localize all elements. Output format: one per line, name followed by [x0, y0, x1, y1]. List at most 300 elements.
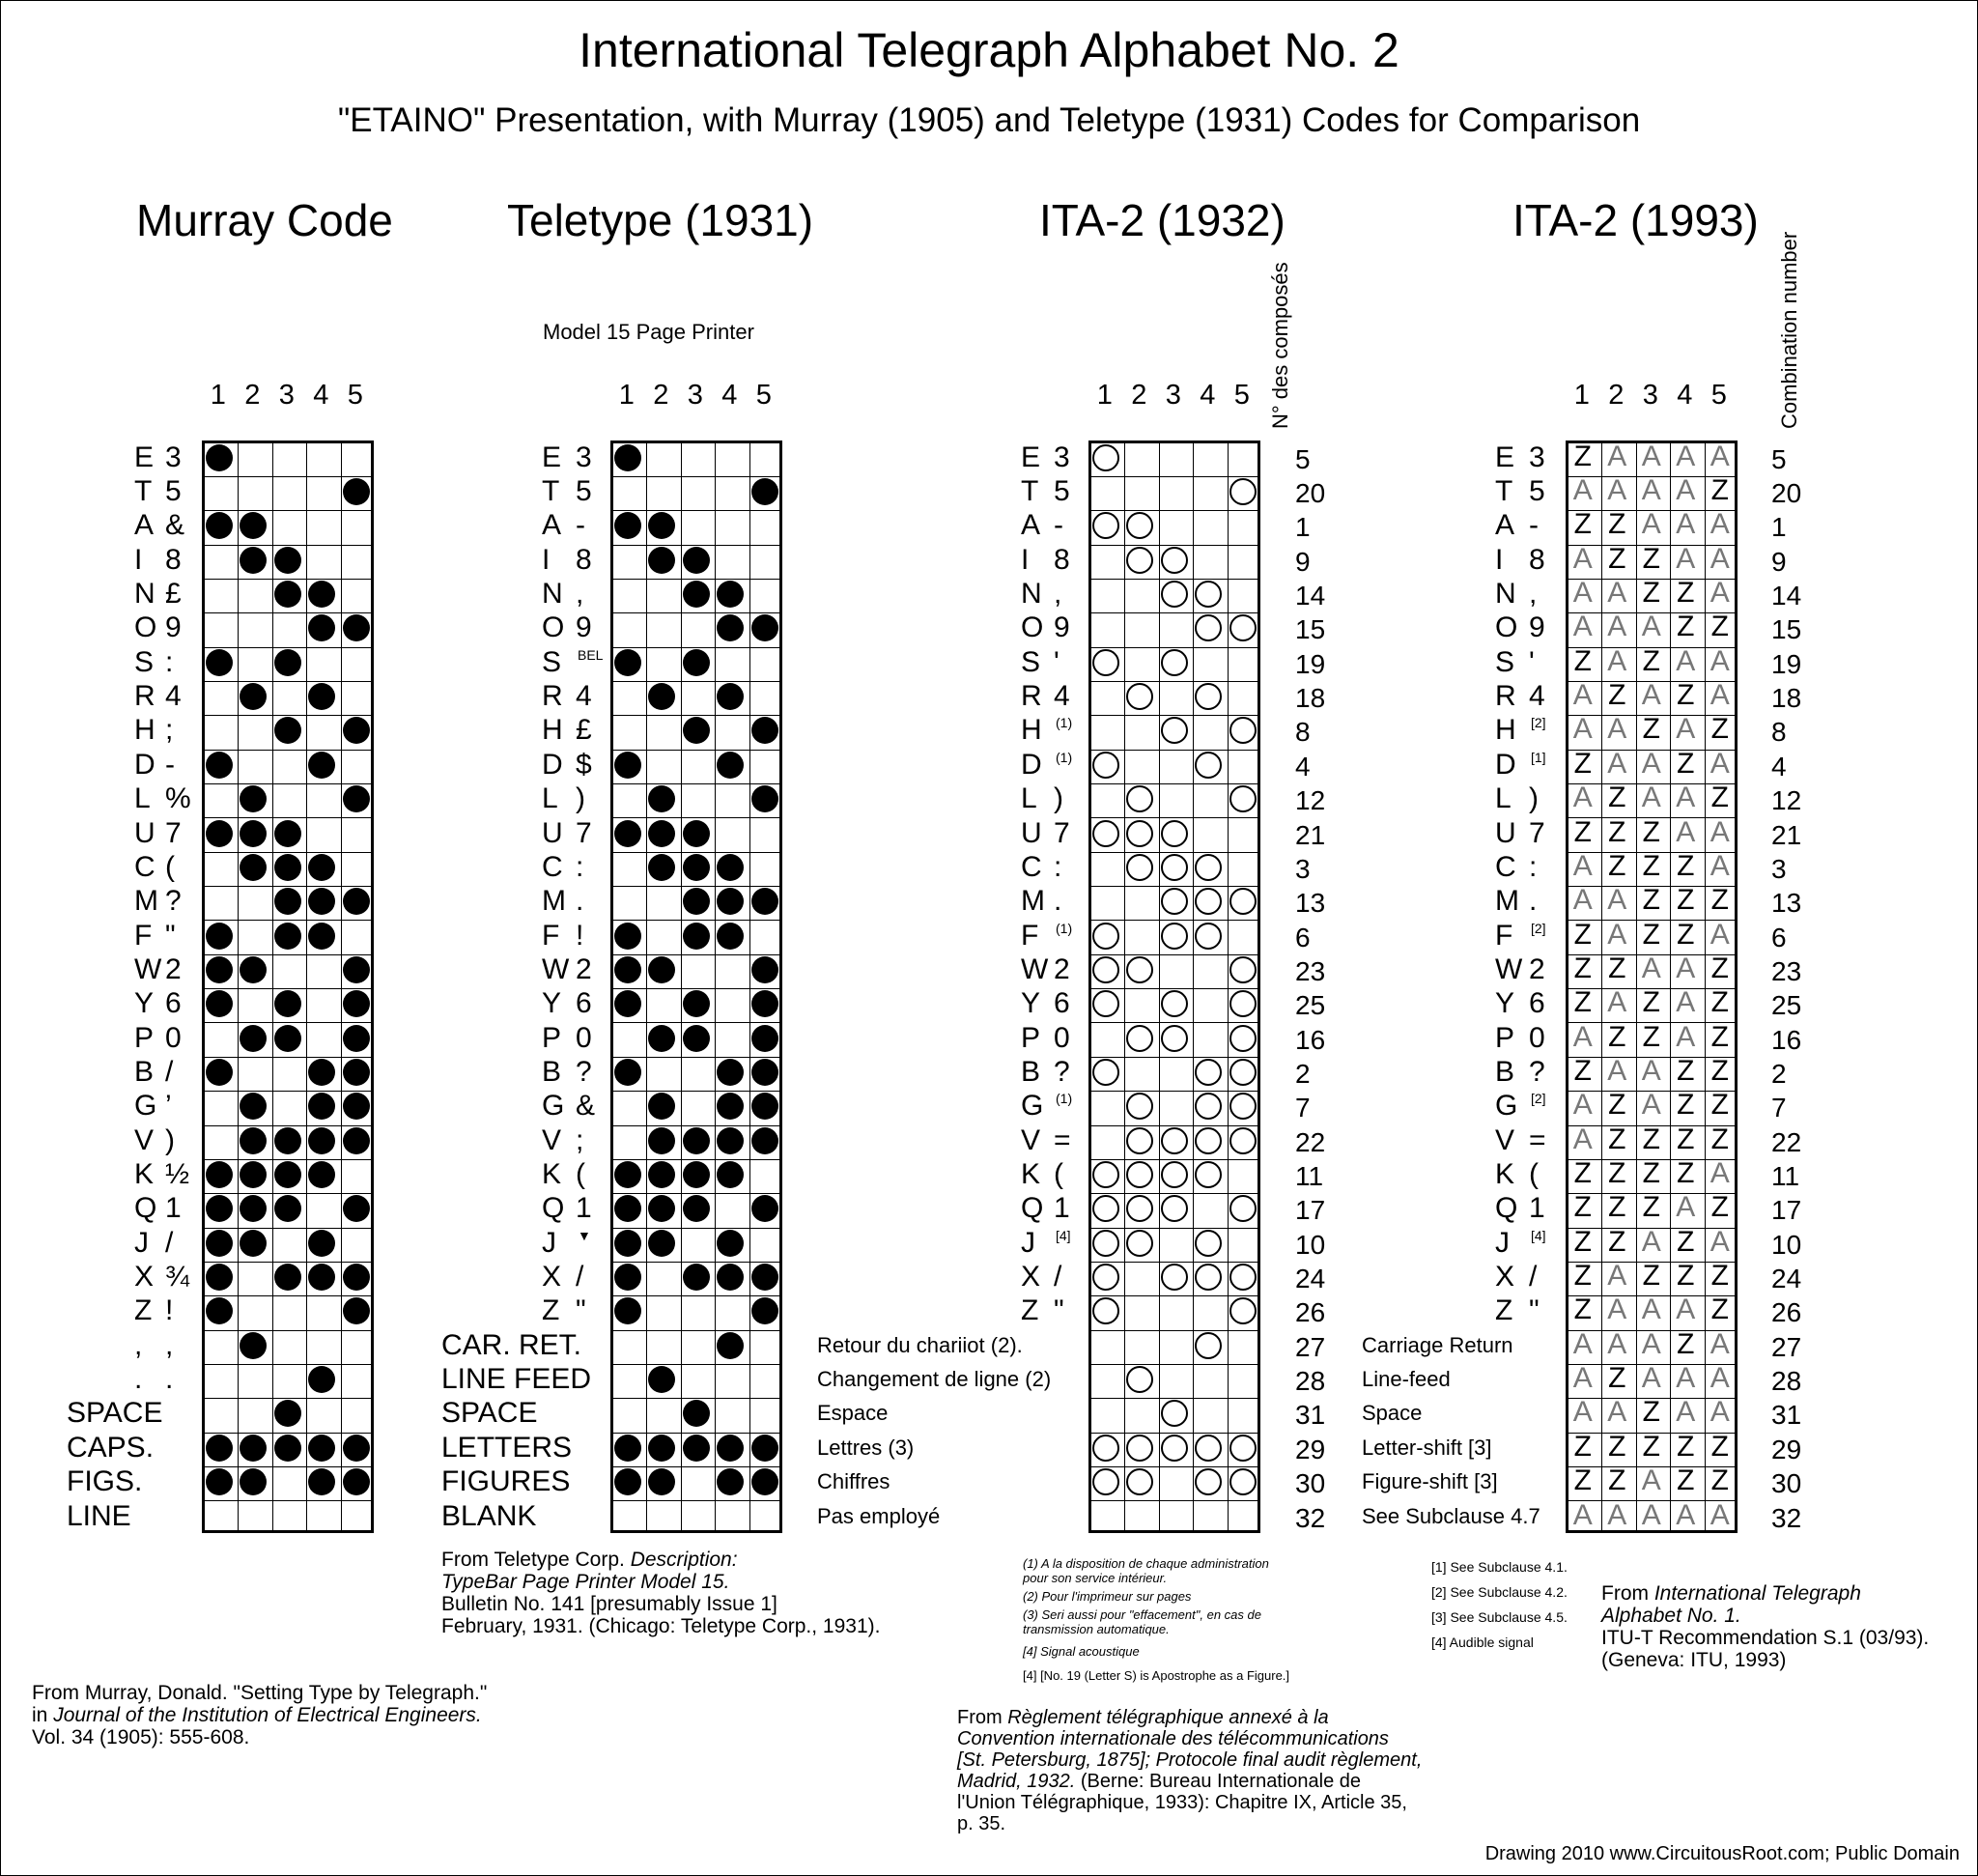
teletype-hole-dot	[751, 1059, 778, 1086]
ita1993-space-a: A	[1710, 679, 1730, 712]
teletype-letter-label: U	[542, 816, 563, 849]
teletype-hole-dot	[683, 547, 710, 574]
ita1993-mark-z: Z	[1677, 679, 1695, 712]
ita1932-figure-label: (1)	[1056, 920, 1073, 936]
ita1932-combination-number: 20	[1295, 478, 1326, 509]
ita1932-combination-number: 15	[1295, 614, 1326, 645]
teletype-control-label: SPACE	[441, 1397, 538, 1430]
ita1993-mark-z: Z	[1642, 1123, 1660, 1155]
ita1932-hole-ring	[1161, 1264, 1188, 1291]
teletype-grid-row-line	[613, 681, 779, 682]
murray-hole-dot	[206, 956, 233, 983]
murray-hole-dot	[343, 1059, 370, 1086]
ita1932-note-4-text: [4] Signal acoustique	[1023, 1644, 1140, 1659]
ita1993-figure-label: [2]	[1531, 715, 1546, 731]
teletype-letter-label: X	[542, 1261, 562, 1293]
ita1993-space-a: A	[1572, 679, 1593, 712]
murray-source-line-1: From Murray, Donald. "Setting Type by Telegraph."	[32, 1682, 488, 1704]
ita1993-mark-z: Z	[1573, 1225, 1592, 1258]
ita1932-hole-ring	[1161, 923, 1188, 950]
teletype-hole-dot	[614, 923, 641, 950]
murray-grid-row-line	[205, 954, 371, 955]
ita1932-combination-number: 4	[1295, 751, 1311, 782]
ita1993-letter-label: W	[1495, 952, 1523, 985]
ita1993-letter-label: C	[1495, 850, 1516, 883]
ita1993-heading: ITA-2 (1993)	[1512, 195, 1759, 245]
teletype-hole-dot	[648, 1025, 675, 1052]
ita1993-mark-z: Z	[1608, 1225, 1626, 1258]
ita1993-combination-number: 27	[1771, 1331, 1802, 1362]
teletype-source-from: From Teletype Corp.	[441, 1549, 631, 1571]
murray-hole-dot	[206, 820, 233, 847]
ita1932-hole-ring	[1092, 649, 1119, 676]
teletype-hole-dot	[683, 1161, 710, 1188]
teletype-letter-label: O	[542, 611, 565, 644]
ita1993-space-a: A	[1607, 1054, 1627, 1087]
ita1932-combination-number: 9	[1295, 546, 1311, 577]
ita1993-mark-z: Z	[1642, 1020, 1660, 1053]
ita1932-grid-row-line	[1091, 1125, 1257, 1126]
teletype-letter-label: J	[542, 1226, 556, 1259]
murray-grid-row-line	[205, 476, 371, 477]
ita1932-source-title4: Madrid, 1932.	[957, 1771, 1076, 1792]
ita1993-figure-label: 3	[1529, 441, 1545, 473]
teletype-figure-label: -	[576, 509, 585, 542]
teletype-hole-dot	[751, 1264, 778, 1291]
ita1993-mark-z: Z	[1573, 1157, 1592, 1190]
ita1932-hole-ring	[1229, 1025, 1257, 1052]
murray-control-label: LINE	[67, 1499, 131, 1532]
murray-hole-dot	[343, 1468, 370, 1495]
ita1993-space-a: A	[1607, 884, 1627, 917]
ita1932-letter-label: D	[1021, 748, 1042, 781]
ita1993-space-a: A	[1572, 782, 1593, 814]
ita1993-space-a: A	[1710, 440, 1730, 472]
ita1993-figure-label: 5	[1529, 475, 1545, 508]
ita1932-hole-ring	[1195, 854, 1222, 881]
ita1993-figure-label: 4	[1529, 680, 1545, 713]
teletype-figure-label: $	[576, 748, 592, 781]
ita1993-mark-z: Z	[1710, 1260, 1729, 1293]
ita1993-combination-number: 30	[1771, 1468, 1802, 1499]
ita1993-mark-z: Z	[1642, 1191, 1660, 1224]
murray-grid-row-line	[205, 1228, 371, 1229]
teletype-figure-label: !	[576, 919, 584, 952]
teletype-letter-label: K	[542, 1158, 562, 1191]
ita1993-space-a: A	[1641, 1089, 1661, 1122]
teletype-grid-row-line	[613, 476, 779, 477]
teletype-hole-dot	[614, 649, 641, 676]
ita1932-source-line-6: p. 35.	[957, 1813, 1006, 1834]
ita1993-mark-z: Z	[1677, 1123, 1695, 1155]
murray-letter-label: U	[134, 816, 155, 849]
ita1993-mark-z: Z	[1642, 815, 1660, 848]
murray-letter-label: S	[134, 645, 155, 678]
teletype-letter-label: H	[542, 714, 563, 747]
teletype-figure-label: 6	[576, 987, 592, 1020]
ita1993-space-a: A	[1676, 474, 1696, 507]
ita1932-hole-ring	[1092, 1264, 1119, 1291]
ita1993-space-a: A	[1641, 952, 1661, 984]
teletype-grid-row-line	[613, 545, 779, 546]
ita1993-space-a: A	[1710, 918, 1730, 951]
ita1932-source-title1: Règlement télégraphique annexé à la	[1007, 1707, 1329, 1728]
teletype-hole-dot	[751, 1297, 778, 1324]
ita1993-mark-z: Z	[1677, 1089, 1695, 1122]
ita1932-combination-number: 6	[1295, 922, 1311, 952]
ita1993-space-a: A	[1676, 1396, 1696, 1429]
ita1932-source-title3: [St. Petersburg, 1875]; Protocole final audit règlement,	[957, 1749, 1423, 1771]
murray-grid-col-line	[341, 443, 342, 1530]
ita1993-space-a: A	[1572, 611, 1593, 643]
ita1932-figure-label: )	[1054, 782, 1063, 815]
ita1932-combination-number: 5	[1295, 443, 1311, 474]
ita1993-space-a: A	[1676, 508, 1696, 541]
teletype-grid-row-line	[613, 647, 779, 648]
ita1932-hole-ring	[1161, 888, 1188, 915]
teletype-figure-label: 0	[576, 1021, 592, 1054]
ita1993-space-a: A	[1641, 474, 1661, 507]
ita1993-combination-number: 2	[1771, 1058, 1787, 1089]
ita1932-hole-ring	[1161, 649, 1188, 676]
ita1932-letter-label: N	[1021, 578, 1042, 611]
murray-hole-dot	[343, 1127, 370, 1154]
ita1993-figure-label: [4]	[1531, 1227, 1546, 1243]
murray-source-line-3: Vol. 34 (1905): 555-608.	[32, 1726, 250, 1748]
teletype-grid-row-line	[613, 1057, 779, 1058]
ita1993-space-a: A	[1641, 1464, 1661, 1497]
ita1932-combination-number: 21	[1295, 819, 1326, 850]
ita1993-figure-label: 1	[1529, 1192, 1545, 1225]
ita1993-mark-z: Z	[1573, 1293, 1592, 1326]
ita1932-figure-label: "	[1054, 1294, 1064, 1327]
ita1932-hole-ring	[1092, 1161, 1119, 1188]
teletype-hole-dot	[648, 1230, 675, 1257]
teletype-hole-dot	[751, 1127, 778, 1154]
teletype-hole-dot	[717, 1230, 744, 1257]
teletype-grid-row-line	[613, 612, 779, 613]
murray-hole-dot	[206, 512, 233, 539]
ita1993-space-a: A	[1607, 1327, 1627, 1360]
murray-letter-label: O	[134, 611, 157, 644]
teletype-figure-label: "	[576, 1294, 586, 1327]
ita1932-hole-ring	[1092, 1435, 1119, 1462]
murray-hole-dot	[206, 1230, 233, 1257]
ita1993-space-a: A	[1572, 474, 1593, 507]
ita1993-space-a: A	[1676, 644, 1696, 677]
ita1993-space-a: A	[1641, 1362, 1661, 1395]
teletype-hole-dot	[648, 956, 675, 983]
ita1993-space-a: A	[1641, 1327, 1661, 1360]
murray-hole-dot	[308, 854, 335, 881]
murray-grid-row-line	[205, 1125, 371, 1126]
teletype-hole-dot	[683, 649, 710, 676]
murray-figure-label: 4	[165, 680, 182, 713]
murray-hole-dot	[343, 614, 370, 641]
ita1993-space-a: A	[1607, 986, 1627, 1019]
ita1932-letter-label: C	[1021, 850, 1042, 883]
teletype-figure-label: 8	[576, 543, 592, 576]
murray-hole-dot	[343, 1093, 370, 1120]
ita1993-mark-z: Z	[1677, 577, 1695, 610]
ita1932-hole-ring	[1161, 1195, 1188, 1222]
murray-letter-label: I	[134, 543, 143, 576]
murray-hole-dot	[274, 1127, 301, 1154]
murray-hole-dot	[206, 1264, 233, 1291]
ita1932-note-3b-text: transmission automatique.	[1023, 1622, 1170, 1636]
teletype-grid-row-line	[613, 817, 779, 818]
murray-letter-label: Q	[134, 1192, 157, 1225]
ita1993-space-a: A	[1641, 679, 1661, 712]
murray-hole-dot	[308, 1230, 335, 1257]
ita1993-mark-z: Z	[1710, 713, 1729, 746]
ita1993-mark-z: Z	[1573, 1260, 1592, 1293]
ita1993-space-a: A	[1572, 1396, 1593, 1429]
ita1993-space-a: A	[1710, 1157, 1730, 1190]
ita1932-grid-row-line	[1091, 1091, 1257, 1092]
ita1932-figure-label: [4]	[1056, 1227, 1071, 1243]
murray-control-label: SPACE	[67, 1397, 163, 1430]
ita1932-combination-number: 18	[1295, 683, 1326, 714]
murray-hole-dot	[274, 888, 301, 915]
murray-hole-dot	[308, 1127, 335, 1154]
ita1932-grid-row-line	[1091, 1364, 1257, 1365]
teletype-control-label: CAR. RET.	[441, 1328, 582, 1361]
teletype-hole-dot	[614, 444, 641, 471]
murray-letter-label: W	[134, 952, 162, 985]
ita1932-hole-ring	[1161, 1025, 1188, 1052]
teletype-figure-label: 2	[576, 952, 592, 985]
ita1993-figure-label: -	[1529, 509, 1539, 542]
murray-hole-dot	[206, 649, 233, 676]
ita1932-hole-ring	[1195, 1435, 1222, 1462]
teletype-figure-label: .	[576, 885, 584, 918]
ita1993-figure-label: "	[1529, 1294, 1540, 1327]
murray-figure-label: %	[165, 782, 191, 815]
teletype-grid-row-line	[613, 1193, 779, 1194]
ita1932-hole-ring	[1229, 1435, 1257, 1462]
ita1993-figure-label: [1]	[1531, 749, 1546, 765]
ita1993-space-a: A	[1676, 440, 1696, 472]
murray-grid-col-line	[306, 443, 307, 1530]
ita1993-figure-label: 9	[1529, 611, 1545, 644]
ita1993-mark-z: Z	[1710, 952, 1729, 984]
ita1993-combination-number: 5	[1771, 443, 1787, 474]
teletype-letter-label: V	[542, 1123, 562, 1156]
teletype-hole-dot	[717, 1332, 744, 1359]
ita1993-mark-z: Z	[1642, 918, 1660, 951]
murray-figure-label: "	[165, 919, 176, 952]
ita1993-combination-number: 13	[1771, 888, 1802, 919]
murray-bit-label-3: 3	[278, 380, 295, 411]
ita1993-space-a: A	[1710, 577, 1730, 610]
teletype-hole-dot	[683, 1195, 710, 1222]
ita1993-combination-number: 31	[1771, 1400, 1802, 1431]
teletype-hole-dot	[683, 820, 710, 847]
murray-hole-dot	[274, 581, 301, 608]
ita1993-source-line-1	[1601, 1582, 1929, 1605]
ita1993-source-line-4: (Geneva: ITU, 1993)	[1601, 1649, 1787, 1671]
ita1993-figure-label: =	[1529, 1123, 1546, 1156]
ita1993-combination-number: 7	[1771, 1093, 1787, 1123]
murray-bit-label-1: 1	[210, 380, 226, 411]
teletype-grid-row-line	[613, 1433, 779, 1434]
ita1993-bit-label-5: 5	[1710, 380, 1727, 411]
ita1932-combination-number: 22	[1295, 1126, 1326, 1157]
teletype-grid-col-line	[681, 443, 682, 1530]
ita1993-mark-z: Z	[1710, 611, 1729, 643]
ita1932-figure-label: :	[1054, 850, 1062, 883]
ita1932-bit-label-2: 2	[1131, 380, 1147, 411]
teletype-hole-dot	[614, 956, 641, 983]
ita1993-source	[1601, 1582, 1929, 1671]
ita1932-combination-number: 3	[1295, 853, 1311, 884]
ita1932-note-5: [4] [No. 19 (Letter S) is Apostrophe as a Figure.]	[1023, 1668, 1290, 1683]
ita1993-space-a: A	[1641, 1293, 1661, 1326]
ita1932-combination-number: 11	[1295, 1161, 1324, 1192]
ita1932-hole-ring	[1229, 956, 1257, 983]
ita1993-mark-z: Z	[1677, 849, 1695, 882]
ita1993-figure-label: [2]	[1531, 1091, 1546, 1107]
ita1993-mark-z: Z	[1677, 747, 1695, 780]
ita1932-hole-ring	[1229, 1468, 1257, 1495]
murray-grid-row-line	[205, 852, 371, 853]
ita1993-mark-z: Z	[1573, 1430, 1592, 1463]
ita1993-space-a: A	[1676, 782, 1696, 814]
murray-letter-label: Y	[134, 987, 155, 1020]
ita1993-mark-z: Z	[1608, 679, 1626, 712]
ita1932-hole-ring	[1092, 444, 1119, 471]
teletype-hole-dot	[717, 752, 744, 779]
ita1932-grid-row-line	[1091, 1330, 1257, 1331]
ita1932-combination-number: 1	[1295, 512, 1311, 543]
ita1932-grid-row-line	[1091, 1159, 1257, 1160]
murray-letter-label: E	[134, 441, 155, 473]
murray-hole-dot	[343, 1297, 370, 1324]
ita1932-combination-number: 25	[1295, 990, 1326, 1021]
ita1932-letter-label: B	[1021, 1055, 1041, 1088]
murray-letter-label: .	[134, 1363, 143, 1396]
murray-control-label: CAPS.	[67, 1431, 155, 1464]
teletype-letter-label: Q	[542, 1192, 565, 1225]
teletype-letter-label: P	[542, 1021, 562, 1054]
ita1993-space-a: A	[1676, 952, 1696, 984]
teletype-source	[441, 1549, 880, 1637]
murray-hole-dot	[343, 1195, 370, 1222]
ita1932-combination-number: 7	[1295, 1093, 1311, 1123]
teletype-grid-row-line	[613, 579, 779, 580]
teletype-hole-dot	[751, 1468, 778, 1495]
ita1932-letter-label: O	[1021, 611, 1044, 644]
ita1993-space-a: A	[1710, 815, 1730, 848]
teletype-hole-dot	[683, 990, 710, 1017]
ita1932-hole-ring	[1229, 478, 1257, 505]
teletype-hole-dot	[614, 1195, 641, 1222]
murray-letter-label: D	[134, 748, 155, 781]
ita1932-notes	[1023, 1556, 1289, 1683]
murray-figure-label: 5	[165, 475, 182, 508]
ita1932-figure-label: (1)	[1056, 715, 1073, 731]
ita1993-space-a: A	[1710, 542, 1730, 575]
ita1932-number-heading: N° des composés	[1268, 262, 1292, 429]
teletype-control-label: LINE FEED	[441, 1363, 592, 1396]
ita1932-source-line-4	[957, 1771, 1422, 1792]
teletype-hole-dot	[614, 1230, 641, 1257]
ita1993-source-title2: Alphabet No. 1.	[1601, 1605, 1741, 1627]
murray-hole-dot	[274, 820, 301, 847]
ita1993-mark-z: Z	[1608, 1464, 1626, 1497]
teletype-grid-row-line	[613, 783, 779, 784]
ita1993-combination-number: 22	[1771, 1126, 1802, 1157]
ita1932-heading: ITA-2 (1932)	[1039, 195, 1286, 245]
ita1993-mark-z: Z	[1608, 1020, 1626, 1053]
murray-hole-dot	[240, 1230, 267, 1257]
murray-letter-label: ,	[134, 1328, 143, 1361]
murray-hole-dot	[274, 1161, 301, 1188]
teletype-hole-dot	[717, 1435, 744, 1462]
ita1932-hole-ring	[1126, 820, 1153, 847]
ita1932-hole-ring	[1229, 1059, 1257, 1086]
ita1932-bit-label-3: 3	[1165, 380, 1181, 411]
teletype-figure-label: /	[576, 1261, 584, 1293]
ita1932-letter-label: X	[1021, 1261, 1041, 1293]
murray-grid-row-line	[205, 988, 371, 989]
teletype-grid-row-line	[613, 1500, 779, 1501]
ita1993-combination-number: 1	[1771, 512, 1787, 543]
teletype-grid-row-line	[613, 1125, 779, 1126]
ita1932-hole-ring	[1092, 1297, 1119, 1324]
teletype-figure-label: 5	[576, 475, 592, 508]
ita1993-letter-label: E	[1495, 441, 1515, 473]
ita1932-combination-number: 12	[1295, 785, 1326, 816]
ita1993-space-a: A	[1710, 849, 1730, 882]
ita1932-letter-label: G	[1021, 1090, 1044, 1123]
murray-grid-row-line	[205, 920, 371, 921]
ita1932-letter-label: R	[1021, 680, 1042, 713]
teletype-letter-label: Y	[542, 987, 562, 1020]
ita1932-combination-number: 32	[1295, 1502, 1326, 1533]
ita1993-mark-z: Z	[1710, 986, 1729, 1019]
diagram-title: International Telegraph Alphabet No. 2	[579, 23, 1399, 77]
ita1932-grid-row-line	[1091, 1193, 1257, 1194]
teletype-hole-dot	[683, 923, 710, 950]
ita1932-letter-label: S	[1021, 645, 1041, 678]
teletype-letter-label: M	[542, 885, 566, 918]
ita1993-mark-z: Z	[1677, 1464, 1695, 1497]
teletype-letter-label: N	[542, 578, 563, 611]
ita1932-source-title2: Convention internationale des télécommunications	[957, 1728, 1389, 1749]
teletype-grid-col-line	[646, 443, 647, 1530]
murray-hole-dot	[240, 1025, 267, 1052]
murray-letter-label: C	[134, 850, 155, 883]
ita1932-hole-ring	[1161, 1127, 1188, 1154]
teletype-letter-label: S	[542, 645, 562, 678]
ita1993-mark-z: Z	[1573, 815, 1592, 848]
ita1932-grid-row-line	[1091, 545, 1257, 546]
ita1932-grid-row-line	[1091, 1022, 1257, 1023]
murray-source-journal: Journal of the Institution of Electrical Engineers.	[53, 1704, 482, 1726]
teletype-letter-label: C	[542, 850, 563, 883]
diagram-subtitle: "ETAINO" Presentation, with Murray (1905) and Teletype (1931) Codes for Comparison	[337, 101, 1641, 139]
ita1932-control-label: Chiffres	[817, 1469, 890, 1494]
ita1993-space-a: A	[1676, 986, 1696, 1019]
ita1932-letter-label: E	[1021, 441, 1041, 473]
murray-figure-label: /	[165, 1226, 174, 1259]
teletype-figure-label: 7	[576, 816, 592, 849]
teletype-letter-label: F	[542, 919, 560, 952]
ita1993-figure-label: )	[1529, 782, 1539, 815]
murray-figure-label: ’	[165, 1090, 172, 1123]
